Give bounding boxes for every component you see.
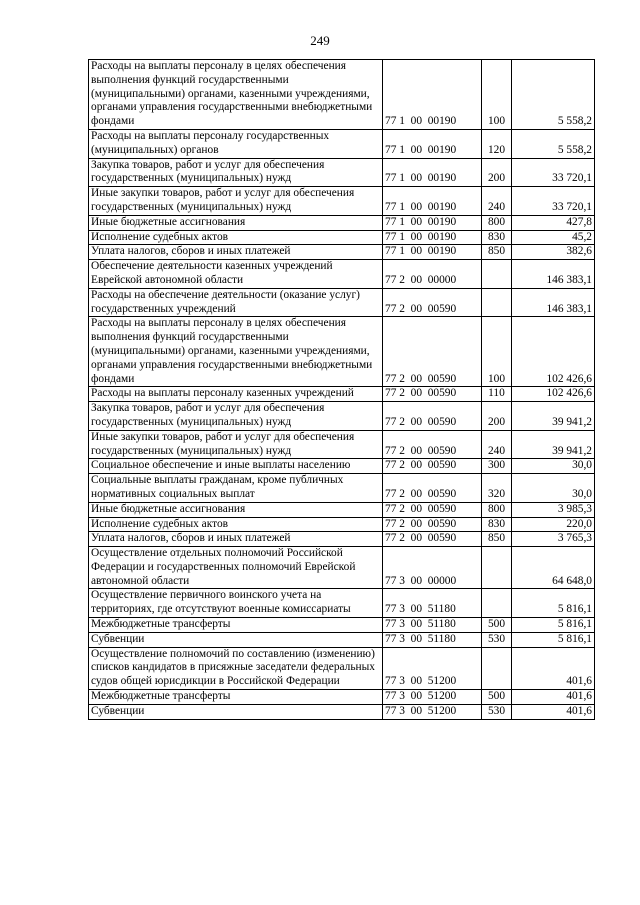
row-code-cell: 77 3 00 51200: [383, 647, 482, 689]
budget-table-body: [89, 60, 595, 720]
row-code-cell: 77 2 00 00590: [383, 502, 482, 517]
row-vr-cell: [482, 589, 512, 618]
row-vr-cell: 100: [482, 60, 512, 130]
table-row: [89, 547, 595, 589]
row-amount-cell: 401,6: [512, 647, 595, 689]
table-row: [89, 288, 595, 317]
row-vr-cell: 100: [482, 317, 512, 387]
row-code-cell: 77 1 00 00190: [383, 187, 482, 216]
row-code-cell: 77 2 00 00590: [383, 387, 482, 402]
row-name-cell: Социальное обеспечение и иные выплаты населению: [89, 459, 383, 474]
row-code-cell: 77 2 00 00590: [383, 430, 482, 459]
row-name-cell: Расходы на выплаты персоналу казенных учреждений: [89, 387, 383, 402]
table-row: [89, 158, 595, 187]
row-code-cell: 77 1 00 00190: [383, 215, 482, 230]
row-vr-cell: 500: [482, 690, 512, 705]
table-row: [89, 459, 595, 474]
row-code-cell: 77 1 00 00190: [383, 60, 482, 130]
row-name-cell: Субвенции: [89, 704, 383, 719]
row-vr-cell: [482, 647, 512, 689]
row-amount-cell: 30,0: [512, 459, 595, 474]
row-code-cell: 77 3 00 51180: [383, 589, 482, 618]
row-code-cell: 77 2 00 00590: [383, 317, 482, 387]
row-vr-cell: [482, 547, 512, 589]
row-vr-cell: 240: [482, 430, 512, 459]
row-code-cell: 77 2 00 00590: [383, 532, 482, 547]
row-vr-cell: 800: [482, 502, 512, 517]
row-name-cell: Расходы на обеспечение деятельности (оказание услуг) государственных учреждений: [89, 288, 383, 317]
row-amount-cell: 146 383,1: [512, 260, 595, 289]
row-name-cell: Исполнение судебных актов: [89, 230, 383, 245]
row-amount-cell: 146 383,1: [512, 288, 595, 317]
row-name-cell: Субвенции: [89, 632, 383, 647]
table-row: [89, 589, 595, 618]
row-amount-cell: 45,2: [512, 230, 595, 245]
row-amount-cell: 30,0: [512, 474, 595, 503]
table-row: [89, 187, 595, 216]
page-number: 249: [310, 33, 330, 48]
row-vr-cell: 320: [482, 474, 512, 503]
table-row: [89, 474, 595, 503]
row-name-cell: Уплата налогов, сборов и иных платежей: [89, 532, 383, 547]
table-row: [89, 230, 595, 245]
row-amount-cell: 5 816,1: [512, 589, 595, 618]
table-row: [89, 317, 595, 387]
table-row: [89, 215, 595, 230]
row-amount-cell: 382,6: [512, 245, 595, 260]
row-amount-cell: 220,0: [512, 517, 595, 532]
row-amount-cell: 64 648,0: [512, 547, 595, 589]
table-row: [89, 632, 595, 647]
row-name-cell: Осуществление первичного воинского учета на территориях, где отсутствуют военные комиссариаты: [89, 589, 383, 618]
table-row: [89, 430, 595, 459]
row-amount-cell: 39 941,2: [512, 430, 595, 459]
row-vr-cell: 530: [482, 704, 512, 719]
row-code-cell: 77 2 00 00590: [383, 459, 482, 474]
row-code-cell: 77 3 00 51180: [383, 632, 482, 647]
row-amount-cell: 401,6: [512, 690, 595, 705]
row-amount-cell: 39 941,2: [512, 402, 595, 431]
row-vr-cell: 850: [482, 532, 512, 547]
table-row: [89, 517, 595, 532]
row-code-cell: 77 3 00 51200: [383, 704, 482, 719]
row-amount-cell: 427,8: [512, 215, 595, 230]
row-vr-cell: 200: [482, 402, 512, 431]
row-name-cell: Закупка товаров, работ и услуг для обеспечения государственных (муниципальных) нужд: [89, 402, 383, 431]
row-name-cell: Исполнение судебных актов: [89, 517, 383, 532]
row-code-cell: 77 2 00 00590: [383, 402, 482, 431]
table-row: [89, 502, 595, 517]
table-row: [89, 704, 595, 719]
row-amount-cell: 3 985,3: [512, 502, 595, 517]
row-amount-cell: 5 816,1: [512, 632, 595, 647]
row-amount-cell: 5 558,2: [512, 129, 595, 158]
row-code-cell: 77 2 00 00590: [383, 474, 482, 503]
row-amount-cell: 33 720,1: [512, 187, 595, 216]
row-amount-cell: 5 558,2: [512, 60, 595, 130]
row-name-cell: Обеспечение деятельности казенных учреждений Еврейской автономной области: [89, 260, 383, 289]
row-code-cell: 77 1 00 00190: [383, 129, 482, 158]
row-amount-cell: 401,6: [512, 704, 595, 719]
table-row: [89, 532, 595, 547]
row-code-cell: 77 3 00 51200: [383, 690, 482, 705]
table-row: [89, 618, 595, 633]
row-name-cell: Уплата налогов, сборов и иных платежей: [89, 245, 383, 260]
row-code-cell: 77 3 00 51180: [383, 618, 482, 633]
row-vr-cell: 120: [482, 129, 512, 158]
row-code-cell: 77 1 00 00190: [383, 230, 482, 245]
row-name-cell: Межбюджетные трансферты: [89, 690, 383, 705]
row-name-cell: Иные бюджетные ассигнования: [89, 502, 383, 517]
row-vr-cell: 200: [482, 158, 512, 187]
table-row: [89, 260, 595, 289]
row-name-cell: Межбюджетные трансферты: [89, 618, 383, 633]
table-row: [89, 60, 595, 130]
row-vr-cell: [482, 260, 512, 289]
row-amount-cell: 5 816,1: [512, 618, 595, 633]
row-code-cell: 77 2 00 00590: [383, 288, 482, 317]
row-name-cell: Социальные выплаты гражданам, кроме публичных нормативных социальных выплат: [89, 474, 383, 503]
table-row: [89, 402, 595, 431]
row-amount-cell: 33 720,1: [512, 158, 595, 187]
budget-table: [88, 59, 595, 720]
row-name-cell: Иные закупки товаров, работ и услуг для обеспечения государственных (муниципальных) нужд: [89, 430, 383, 459]
row-amount-cell: 102 426,6: [512, 317, 595, 387]
table-row: [89, 690, 595, 705]
row-vr-cell: 800: [482, 215, 512, 230]
row-name-cell: Осуществление полномочий по составлению (изменению) списков кандидатов в присяжные заседатели федеральных судов общей юрисдикции в Российской Федерации: [89, 647, 383, 689]
table-row: [89, 129, 595, 158]
row-vr-cell: 830: [482, 517, 512, 532]
row-name-cell: Иные закупки товаров, работ и услуг для обеспечения государственных (муниципальных) нужд: [89, 187, 383, 216]
row-code-cell: 77 2 00 00590: [383, 517, 482, 532]
row-amount-cell: 102 426,6: [512, 387, 595, 402]
row-vr-cell: [482, 288, 512, 317]
row-vr-cell: 530: [482, 632, 512, 647]
row-name-cell: Закупка товаров, работ и услуг для обеспечения государственных (муниципальных) нужд: [89, 158, 383, 187]
row-name-cell: Расходы на выплаты персоналу государственных (муниципальных) органов: [89, 129, 383, 158]
row-amount-cell: 3 765,3: [512, 532, 595, 547]
table-row: [89, 647, 595, 689]
row-code-cell: 77 1 00 00190: [383, 158, 482, 187]
row-vr-cell: 110: [482, 387, 512, 402]
table-row: [89, 387, 595, 402]
row-vr-cell: 500: [482, 618, 512, 633]
row-vr-cell: 850: [482, 245, 512, 260]
row-vr-cell: 240: [482, 187, 512, 216]
row-name-cell: Расходы на выплаты персоналу в целях обеспечения выполнения функций государственными (муниципальными) органами, казенными учреждениями, органами управления государственными внебюджетными фондами: [89, 317, 383, 387]
table-row: [89, 245, 595, 260]
row-name-cell: Расходы на выплаты персоналу в целях обеспечения выполнения функций государственными (муниципальными) органами, казенными учреждениями, органами управления государственными внебюджетными фондами: [89, 60, 383, 130]
row-vr-cell: 300: [482, 459, 512, 474]
row-name-cell: Осуществление отдельных полномочий Российской Федерации и государственных полномочий Еврейской автономной области: [89, 547, 383, 589]
row-code-cell: 77 1 00 00190: [383, 245, 482, 260]
row-vr-cell: 830: [482, 230, 512, 245]
row-code-cell: 77 3 00 00000: [383, 547, 482, 589]
row-code-cell: 77 2 00 00000: [383, 260, 482, 289]
row-name-cell: Иные бюджетные ассигнования: [89, 215, 383, 230]
